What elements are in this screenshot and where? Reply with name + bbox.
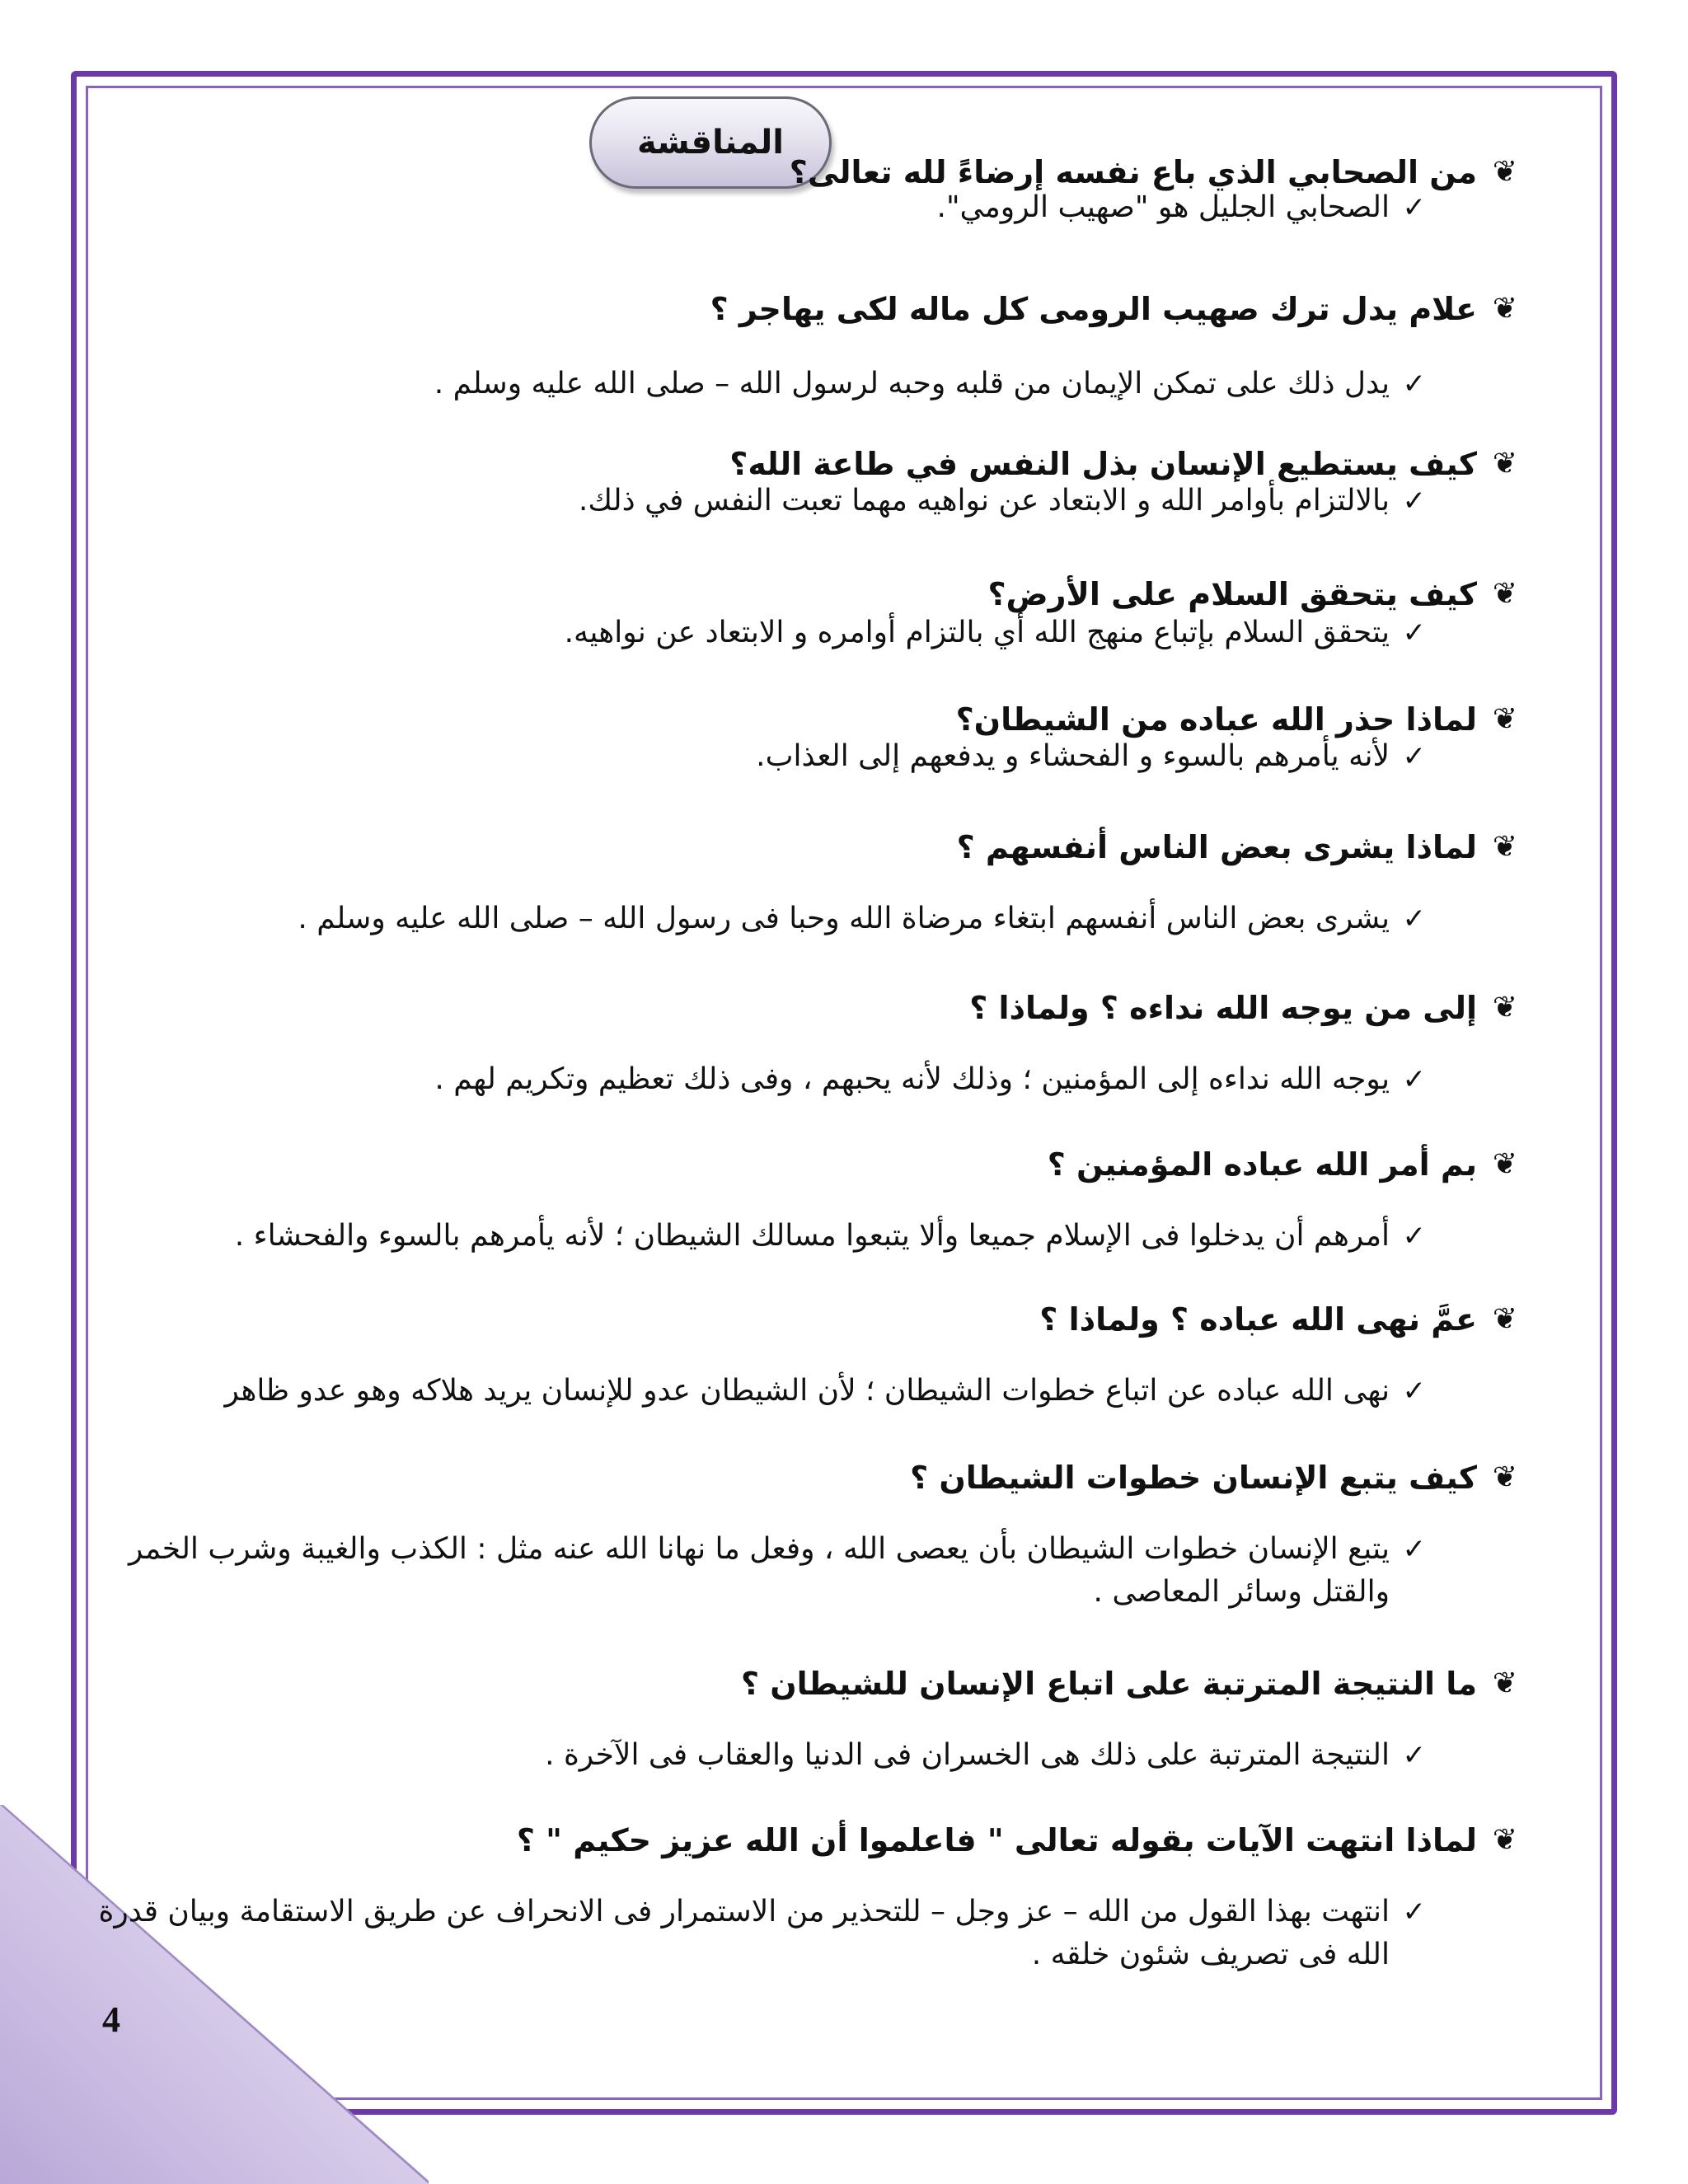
ornament-bullet-icon: ❦ bbox=[1492, 447, 1518, 480]
question-11 bbox=[140, 1661, 1525, 1706]
question-text: عمَّ نهى الله عباده ؟ ولماذا ؟ bbox=[1039, 1301, 1477, 1338]
ornament-bullet-icon: ❦ bbox=[1492, 1147, 1518, 1181]
check-mark-icon: ✓ bbox=[1402, 368, 1426, 401]
question-text: علام يدل ترك صهيب الرومى كل ماله لكى يهاجر ؟ bbox=[710, 291, 1477, 327]
question-2 bbox=[140, 287, 1525, 331]
ornament-bullet-icon: ❦ bbox=[1492, 1302, 1518, 1336]
answer-text: الصحابي الجليل هو "صهيب الرومي". bbox=[936, 190, 1390, 224]
check-mark-icon: ✓ bbox=[1402, 1063, 1426, 1096]
answer-text: لأنه يأمرهم بالسوء و الفحشاء و يدفعهم إلى العذاب. bbox=[756, 739, 1390, 773]
answer-text: يتبع الإنسان خطوات الشيطان بأن يعصى الله ، وفعل ما نهانا الله عنه مثل : الكذب والغيبة وشرب الخمر والقتل وسائر المعاصى . bbox=[129, 1532, 1390, 1609]
check-mark-icon: ✓ bbox=[1402, 902, 1426, 935]
check-mark-icon: ✓ bbox=[1402, 1739, 1426, 1772]
question-text: كيف يستطيع الإنسان بذل النفس في طاعة الله؟ bbox=[729, 446, 1477, 482]
answer-2 bbox=[74, 363, 1426, 405]
answer-7 bbox=[74, 1058, 1426, 1101]
question-text: إلى من يوجه الله نداءه ؟ ولماذا ؟ bbox=[969, 990, 1477, 1026]
question-text: كيف يتحقق السلام على الأرض؟ bbox=[987, 576, 1477, 612]
question-text: لماذا يشرى بعض الناس أنفسهم ؟ bbox=[956, 829, 1477, 865]
ornament-bullet-icon: ❦ bbox=[1492, 155, 1518, 189]
answer-11 bbox=[74, 1734, 1426, 1777]
question-6 bbox=[140, 825, 1525, 869]
answer-text: نهى الله عباده عن اتباع خطوات الشيطان ؛ لأن الشيطان عدو للإنسان يريد هلاكه وهو عدو ظاهر bbox=[224, 1374, 1390, 1408]
question-text: من الصحابي الذي باع نفسه إرضاءً لله تعالى؟ bbox=[789, 154, 1477, 190]
answer-text: انتهت بهذا القول من الله – عز وجل – للتحذير من الاستمرار فى الانحراف عن طريق الاستقامة وبيان قدرة الله فى تصريف شئون خلقه . bbox=[98, 1895, 1390, 1971]
check-mark-icon: ✓ bbox=[1402, 1533, 1426, 1566]
answer-text: النتيجة المترتبة على ذلك هى الخسران فى الدنيا والعقاب فى الآخرة . bbox=[545, 1738, 1390, 1772]
question-text: لماذا انتهت الآيات بقوله تعالى " فاعلموا أن الله عزيز حكيم " ؟ bbox=[516, 1822, 1477, 1858]
question-8 bbox=[140, 1142, 1525, 1187]
answer-9 bbox=[74, 1370, 1426, 1413]
check-mark-icon: ✓ bbox=[1402, 1896, 1426, 1929]
check-mark-icon: ✓ bbox=[1402, 1220, 1426, 1253]
question-text: ما النتيجة المترتبة على اتباع الإنسان للشيطان ؟ bbox=[740, 1666, 1477, 1702]
answer-1 bbox=[74, 186, 1426, 229]
ornament-bullet-icon: ❦ bbox=[1492, 1666, 1518, 1700]
question-4 bbox=[140, 572, 1525, 616]
ornament-bullet-icon: ❦ bbox=[1492, 577, 1518, 611]
check-mark-icon: ✓ bbox=[1402, 485, 1426, 518]
question-text: بم أمر الله عباده المؤمنين ؟ bbox=[1047, 1146, 1477, 1183]
ornament-bullet-icon: ❦ bbox=[1492, 991, 1518, 1024]
ornament-bullet-icon: ❦ bbox=[1492, 1460, 1518, 1494]
question-9 bbox=[140, 1297, 1525, 1342]
question-text: كيف يتبع الإنسان خطوات الشيطان ؟ bbox=[910, 1460, 1477, 1496]
answer-text: يتحقق السلام بإتباع منهج الله أي بالتزام أوامره و الابتعاد عن نواهيه. bbox=[564, 616, 1390, 649]
check-mark-icon: ✓ bbox=[1402, 1375, 1426, 1408]
question-7 bbox=[140, 986, 1525, 1030]
page-number: 4 bbox=[102, 1999, 120, 2040]
answer-text: يدل ذلك على تمكن الإيمان من قلبه وحبه لرسول الله – صلى الله عليه وسلم . bbox=[434, 367, 1390, 401]
check-mark-icon: ✓ bbox=[1402, 191, 1426, 224]
answer-12 bbox=[74, 1891, 1426, 1976]
answer-8 bbox=[74, 1215, 1426, 1258]
question-10 bbox=[140, 1455, 1525, 1500]
ornament-bullet-icon: ❦ bbox=[1492, 830, 1518, 864]
answer-3 bbox=[74, 480, 1426, 523]
section-heading: المناقشة bbox=[589, 96, 832, 189]
ornament-bullet-icon: ❦ bbox=[1492, 292, 1518, 326]
ornament-bullet-icon: ❦ bbox=[1492, 1823, 1518, 1857]
check-mark-icon: ✓ bbox=[1402, 740, 1426, 773]
ornament-bullet-icon: ❦ bbox=[1492, 702, 1518, 736]
answer-5 bbox=[74, 735, 1426, 778]
answer-text: يشرى بعض الناس أنفسهم ابتغاء مرضاة الله وحبا فى رسول الله – صلى الله عليه وسلم . bbox=[298, 902, 1390, 935]
qa-list bbox=[98, 0, 1574, 2184]
question-text: لماذا حذر الله عباده من الشيطان؟ bbox=[955, 701, 1477, 738]
answer-text: بالالتزام بأوامر الله و الابتعاد عن نواهيه مهما تعبت النفس في ذلك. bbox=[578, 484, 1390, 518]
answer-10 bbox=[74, 1528, 1426, 1614]
question-12 bbox=[140, 1818, 1525, 1863]
answer-6 bbox=[74, 898, 1426, 940]
answer-text: يوجه الله نداءه إلى المؤمنين ؛ وذلك لأنه يحبهم ، وفى ذلك تعظيم وتكريم لهم . bbox=[434, 1062, 1390, 1096]
answer-text: أمرهم أن يدخلوا فى الإسلام جميعا وألا يتبعوا مسالك الشيطان ؛ لأنه يأمرهم بالسوء والفحشاء . bbox=[234, 1219, 1390, 1253]
check-mark-icon: ✓ bbox=[1402, 616, 1426, 649]
answer-4 bbox=[74, 612, 1426, 654]
